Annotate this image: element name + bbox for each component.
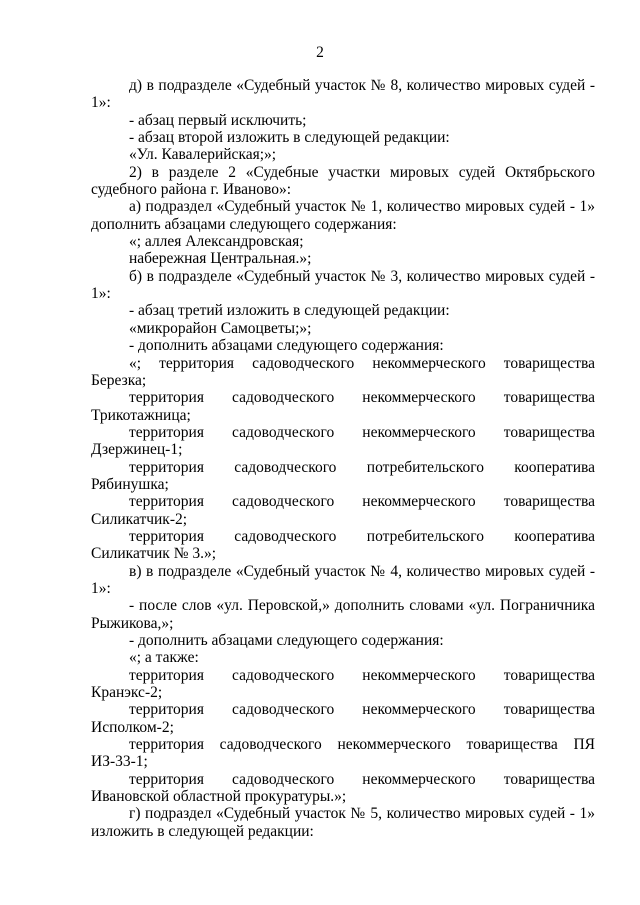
paragraph: - абзац третий изложить в следующей редакции: — [129, 302, 450, 320]
paragraph: территория садоводческого некоммерческого товарищества ПЯ ИЗ-33-1; — [91, 736, 595, 771]
paragraph: - абзац первый исключить; — [129, 111, 307, 129]
paragraph: «Ул. Кавалерийская;»; — [129, 146, 277, 164]
paragraph: - абзац второй изложить в следующей редакции: — [129, 129, 450, 147]
paragraph: территория садоводческого некоммерческого товарищества Кранэкс-2; — [91, 666, 595, 702]
paragraph: а) подраздел «Судебный участок № 1, количество мировых судей - 1» дополнить абзацами следующего содержания: — [91, 198, 595, 233]
paragraph: б) в подразделе «Судебный участок № 3, количество мировых судей - 1»: — [91, 267, 595, 303]
paragraph: 2) в разделе 2 «Судебные участки мировых судей Октябрьского судебного района г. Иваново»: — [91, 163, 595, 199]
paragraph: территория садоводческого некоммерческого товарищества Исполком-2; — [91, 701, 595, 736]
paragraph: территория садоводческого потребительского кооператива Рябинушка; — [91, 458, 595, 493]
paragraph: - дополнить абзацами следующего содержания: — [129, 337, 444, 355]
paragraph: территория садоводческого некоммерческого товарищества Дзержинец-1; — [91, 423, 595, 459]
paragraph: территория садоводческого некоммерческого товарищества Трикотажница; — [91, 389, 595, 424]
document-body — [91, 77, 595, 840]
page-number: 2 — [316, 44, 324, 61]
paragraph: набережная Центральная.»; — [129, 250, 312, 268]
paragraph: «; аллея Александровская; — [129, 233, 304, 251]
paragraph: в) в подразделе «Судебный участок № 4, количество мировых судей - 1»: — [91, 562, 595, 597]
paragraph: территория садоводческого некоммерческого товарищества Ивановской областной прокуратуры.»; — [91, 770, 595, 806]
paragraph: - дополнить абзацами следующего содержания: — [129, 632, 444, 649]
paragraph: д) в подразделе «Судебный участок № 8, количество мировых судей - 1»: — [91, 77, 595, 112]
paragraph: «; а также: — [129, 649, 199, 667]
paragraph: - после слов «ул. Перовской,» дополнить словами «ул. Пограничника Рыжикова,»; — [91, 597, 595, 632]
paragraph: «микрорайон Самоцветы;»; — [129, 319, 312, 337]
paragraph: территория садоводческого потребительского кооператива Силикатчик № 3.»; — [91, 527, 595, 563]
paragraph: «; территория садоводческого некоммерческого товарищества Березка; — [91, 354, 595, 389]
paragraph: территория садоводческого некоммерческого товарищества Силикатчик-2; — [91, 493, 595, 528]
paragraph: г) подраздел «Судебный участок № 5, количество мировых судей - 1» изложить в следующей редакции: — [91, 805, 595, 840]
